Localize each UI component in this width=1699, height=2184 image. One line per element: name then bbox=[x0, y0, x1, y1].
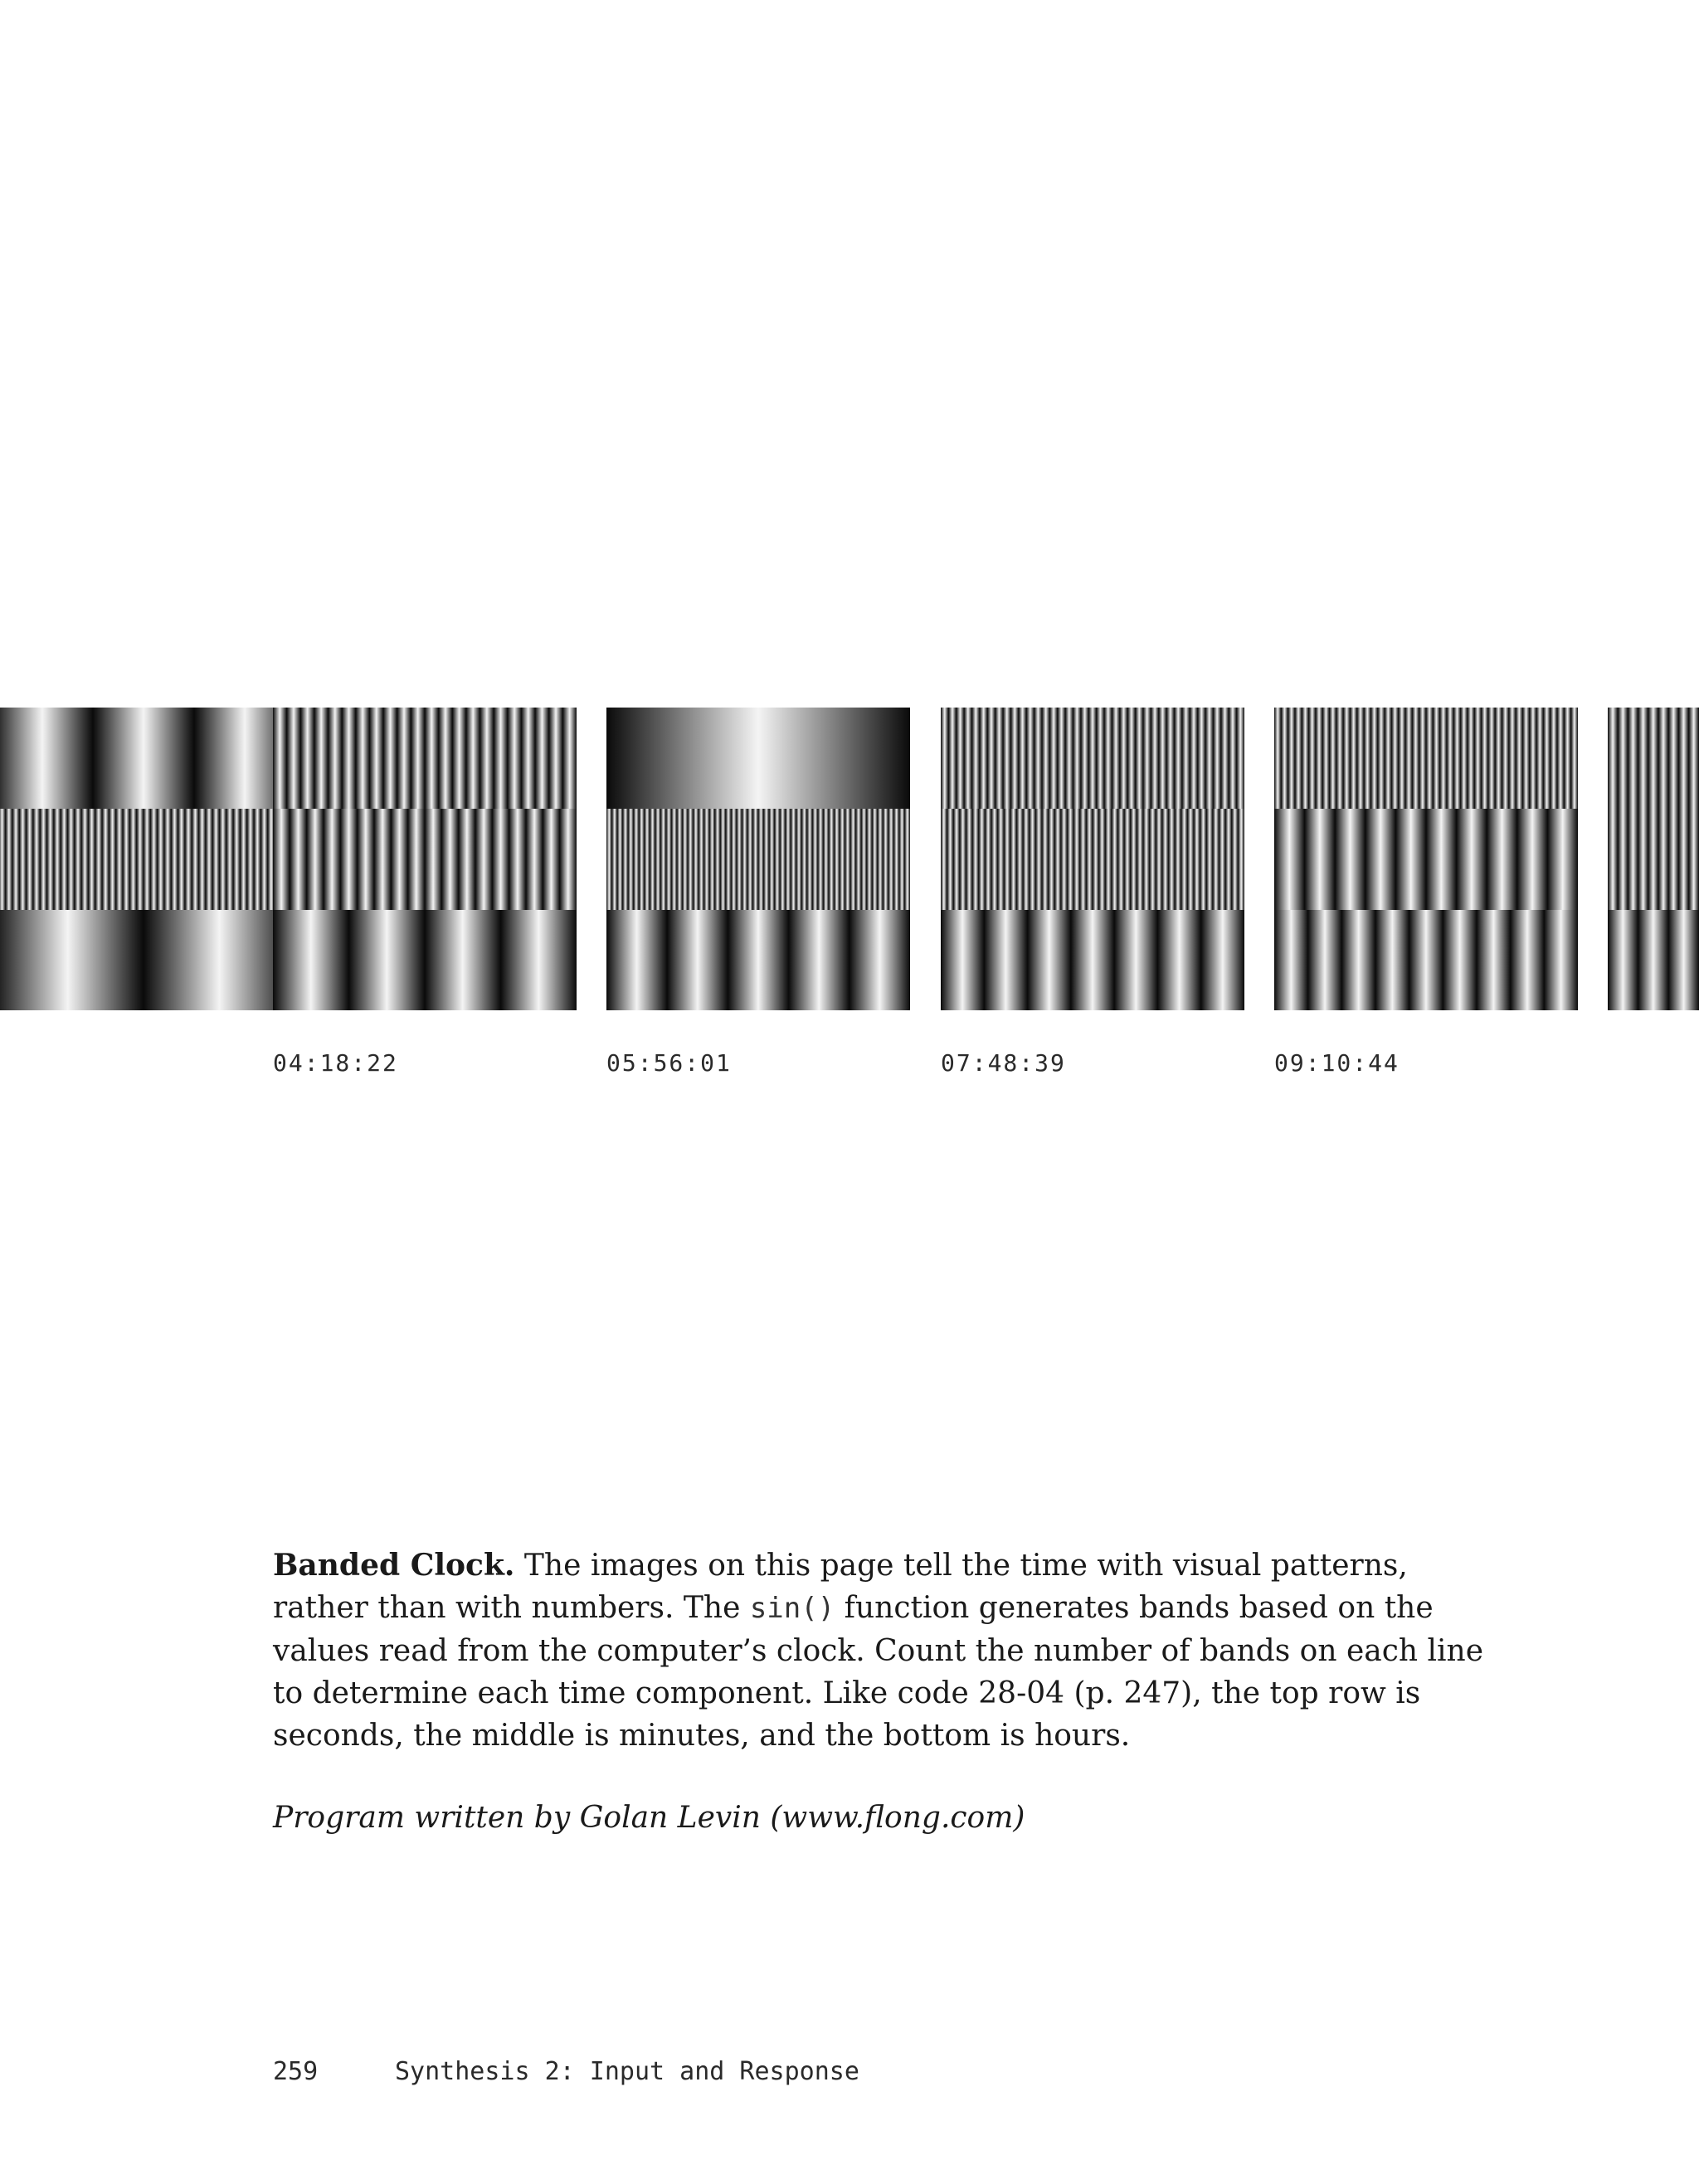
seconds-band bbox=[1274, 708, 1578, 809]
clock-panel bbox=[941, 708, 1244, 1010]
time-label: 09:10:44 bbox=[1274, 1049, 1400, 1077]
minutes-band bbox=[0, 809, 295, 910]
minutes-band bbox=[1274, 809, 1578, 910]
hours-band bbox=[0, 910, 295, 1010]
seconds-band bbox=[273, 708, 577, 809]
page-number: 259 bbox=[273, 2057, 319, 2086]
hours-band bbox=[273, 910, 577, 1010]
figure-caption bbox=[273, 1544, 1484, 1757]
minutes-band bbox=[273, 809, 577, 910]
clock-panel bbox=[0, 708, 295, 1010]
caption-text-continued: function generates bands based on the values read from the computer’s clock. Count the number of bands on each line to determine each time component. Like code 28-04 (p. 247), the top row is seconds, the middle is minutes, and the bottom is hours. bbox=[273, 1591, 1484, 1753]
program-credit: Program written by Golan Levin (www.flong.com) bbox=[273, 1801, 1025, 1835]
hours-band bbox=[1608, 910, 1699, 1010]
seconds-band bbox=[1608, 708, 1699, 809]
clock-panel bbox=[606, 708, 910, 1010]
caption-code: sin() bbox=[749, 1592, 835, 1625]
minutes-band bbox=[606, 809, 910, 910]
seconds-band bbox=[0, 708, 295, 809]
seconds-band bbox=[941, 708, 1244, 809]
clock-panel bbox=[1608, 708, 1699, 1010]
minutes-band bbox=[1608, 809, 1699, 910]
hours-band bbox=[941, 910, 1244, 1010]
hours-band bbox=[1274, 910, 1578, 1010]
clock-panel bbox=[273, 708, 577, 1010]
caption-lead: Banded Clock. bbox=[273, 1548, 515, 1583]
minutes-band bbox=[941, 809, 1244, 910]
caption-text: The images on this page tell the time with visual patterns, rather than with numbers. The bbox=[273, 1549, 1408, 1625]
time-label: 05:56:01 bbox=[606, 1049, 732, 1077]
time-label: 04:18:22 bbox=[273, 1049, 398, 1077]
seconds-band bbox=[606, 708, 910, 809]
hours-band bbox=[606, 910, 910, 1010]
section-title: Synthesis 2: Input and Response bbox=[395, 2057, 859, 2086]
time-label: 07:48:39 bbox=[941, 1049, 1066, 1077]
clock-panel bbox=[1274, 708, 1578, 1010]
